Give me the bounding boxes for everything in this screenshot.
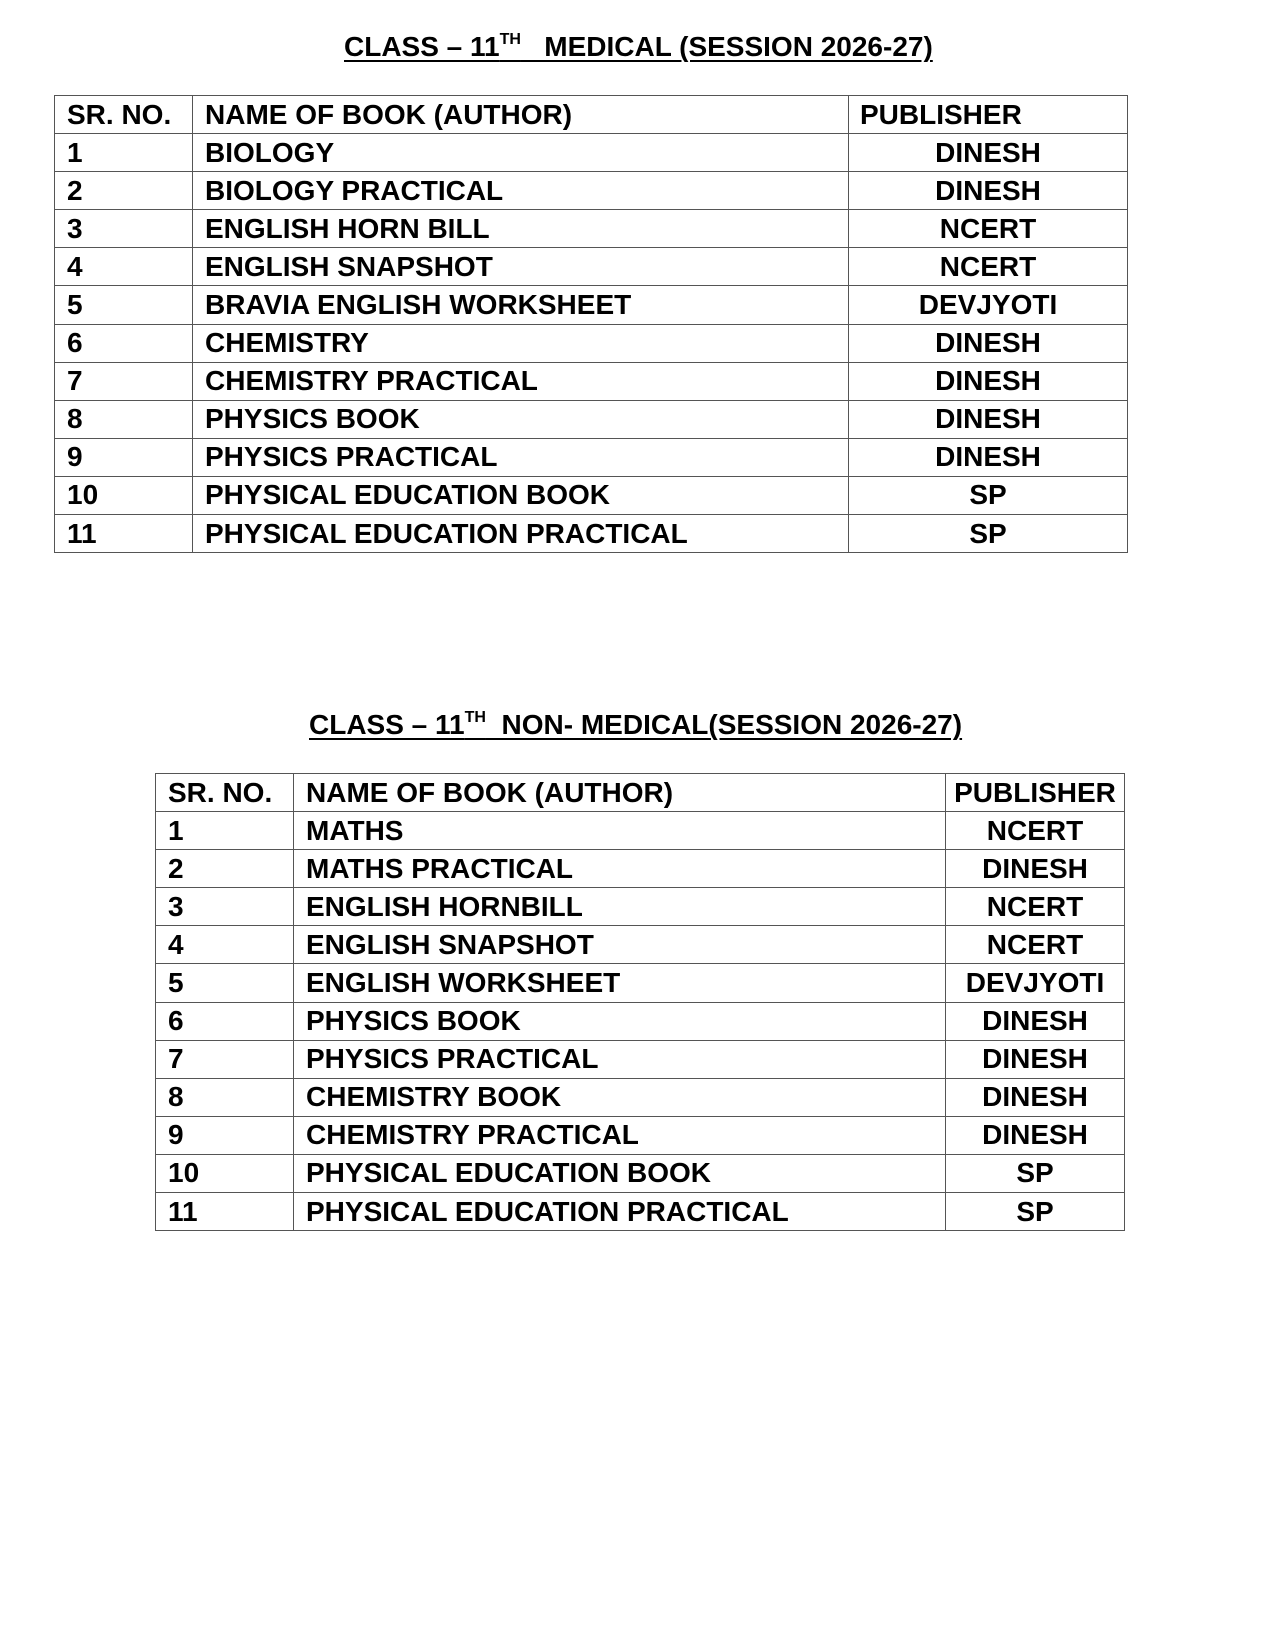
nonmedical-section-title bbox=[0, 709, 1275, 741]
medical-header-publisher: PUBLISHER bbox=[849, 96, 1128, 134]
medical-cell-sr-no: 8 bbox=[55, 400, 193, 438]
nonmedical-cell-book-name: MATHS bbox=[294, 812, 946, 850]
table-row bbox=[55, 134, 1128, 172]
medical-cell-sr-no: 3 bbox=[55, 210, 193, 248]
nonmedical-cell-sr-no: 6 bbox=[156, 1002, 294, 1040]
medical-title-superscript: TH bbox=[499, 31, 521, 48]
medical-cell-publisher: SP bbox=[849, 476, 1128, 514]
nonmedical-table-body bbox=[156, 774, 1125, 1231]
medical-cell-sr-no: 6 bbox=[55, 324, 193, 362]
table-row bbox=[55, 172, 1128, 210]
nonmedical-cell-sr-no: 10 bbox=[156, 1154, 294, 1192]
nonmedical-header-publisher: PUBLISHER bbox=[946, 774, 1125, 812]
nonmedical-cell-publisher: DEVJYOTI bbox=[946, 964, 1125, 1002]
medical-section-title bbox=[0, 31, 1275, 63]
nonmedical-header-row bbox=[156, 774, 1125, 812]
nonmedical-cell-publisher: NCERT bbox=[946, 812, 1125, 850]
table-row bbox=[156, 812, 1125, 850]
medical-cell-book-name: ENGLISH SNAPSHOT bbox=[193, 248, 849, 286]
table-row bbox=[55, 324, 1128, 362]
nonmedical-cell-sr-no: 11 bbox=[156, 1193, 294, 1231]
nonmedical-cell-sr-no: 3 bbox=[156, 888, 294, 926]
table-row bbox=[156, 1193, 1125, 1231]
medical-header-sr-no: SR. NO. bbox=[55, 96, 193, 134]
nonmedical-cell-sr-no: 4 bbox=[156, 926, 294, 964]
nonmedical-cell-book-name: ENGLISH SNAPSHOT bbox=[294, 926, 946, 964]
table-row bbox=[55, 476, 1128, 514]
medical-cell-book-name: PHYSICS PRACTICAL bbox=[193, 438, 849, 476]
table-row bbox=[156, 850, 1125, 888]
medical-cell-book-name: CHEMISTRY bbox=[193, 324, 849, 362]
medical-cell-sr-no: 9 bbox=[55, 438, 193, 476]
medical-cell-publisher: NCERT bbox=[849, 210, 1128, 248]
nonmedical-cell-publisher: DINESH bbox=[946, 1002, 1125, 1040]
medical-cell-book-name: BRAVIA ENGLISH WORKSHEET bbox=[193, 286, 849, 324]
nonmedical-title-superscript: TH bbox=[464, 709, 486, 726]
medical-cell-book-name: BIOLOGY bbox=[193, 134, 849, 172]
nonmedical-cell-sr-no: 2 bbox=[156, 850, 294, 888]
table-row bbox=[55, 248, 1128, 286]
medical-title-suffix: MEDICAL (SESSION 2026-27) bbox=[520, 31, 933, 62]
nonmedical-cell-sr-no: 7 bbox=[156, 1040, 294, 1078]
medical-book-table bbox=[54, 95, 1128, 553]
table-row bbox=[156, 964, 1125, 1002]
nonmedical-cell-book-name: PHYSICAL EDUCATION PRACTICAL bbox=[294, 1193, 946, 1231]
medical-cell-book-name: PHYSICAL EDUCATION BOOK bbox=[193, 476, 849, 514]
nonmedical-title-suffix: NON- MEDICAL(SESSION 2026-27) bbox=[485, 709, 963, 740]
nonmedical-cell-sr-no: 8 bbox=[156, 1078, 294, 1116]
medical-cell-sr-no: 7 bbox=[55, 362, 193, 400]
nonmedical-cell-sr-no: 9 bbox=[156, 1116, 294, 1154]
medical-cell-publisher: DINESH bbox=[849, 400, 1128, 438]
medical-cell-sr-no: 4 bbox=[55, 248, 193, 286]
nonmedical-header-sr-no: SR. NO. bbox=[156, 774, 294, 812]
nonmedical-cell-book-name: PHYSICAL EDUCATION BOOK bbox=[294, 1154, 946, 1192]
medical-cell-book-name: CHEMISTRY PRACTICAL bbox=[193, 362, 849, 400]
medical-cell-publisher: DINESH bbox=[849, 324, 1128, 362]
nonmedical-cell-book-name: ENGLISH HORNBILL bbox=[294, 888, 946, 926]
medical-cell-publisher: NCERT bbox=[849, 248, 1128, 286]
nonmedical-cell-publisher: DINESH bbox=[946, 1116, 1125, 1154]
nonmedical-cell-book-name: ENGLISH WORKSHEET bbox=[294, 964, 946, 1002]
nonmedical-cell-book-name: CHEMISTRY PRACTICAL bbox=[294, 1116, 946, 1154]
table-row bbox=[156, 926, 1125, 964]
medical-cell-sr-no: 2 bbox=[55, 172, 193, 210]
table-row bbox=[156, 888, 1125, 926]
nonmedical-cell-sr-no: 1 bbox=[156, 812, 294, 850]
table-row bbox=[55, 400, 1128, 438]
medical-cell-publisher: DINESH bbox=[849, 134, 1128, 172]
nonmedical-cell-book-name: PHYSICS BOOK bbox=[294, 1002, 946, 1040]
medical-cell-book-name: ENGLISH HORN BILL bbox=[193, 210, 849, 248]
medical-cell-sr-no: 10 bbox=[55, 476, 193, 514]
medical-cell-book-name: BIOLOGY PRACTICAL bbox=[193, 172, 849, 210]
nonmedical-header-book-name: NAME OF BOOK (AUTHOR) bbox=[294, 774, 946, 812]
nonmedical-cell-sr-no: 5 bbox=[156, 964, 294, 1002]
medical-cell-publisher: DINESH bbox=[849, 172, 1128, 210]
nonmedical-cell-publisher: DINESH bbox=[946, 1040, 1125, 1078]
medical-title-prefix: CLASS – 11 bbox=[344, 31, 500, 62]
nonmedical-cell-publisher: DINESH bbox=[946, 850, 1125, 888]
table-row bbox=[156, 1002, 1125, 1040]
medical-cell-sr-no: 1 bbox=[55, 134, 193, 172]
medical-cell-publisher: SP bbox=[849, 515, 1128, 553]
table-row bbox=[55, 515, 1128, 553]
medical-cell-book-name: PHYSICAL EDUCATION PRACTICAL bbox=[193, 515, 849, 553]
table-row bbox=[55, 438, 1128, 476]
medical-cell-publisher: DINESH bbox=[849, 362, 1128, 400]
nonmedical-cell-book-name: MATHS PRACTICAL bbox=[294, 850, 946, 888]
nonmedical-cell-publisher: NCERT bbox=[946, 888, 1125, 926]
medical-header-row bbox=[55, 96, 1128, 134]
table-row bbox=[55, 210, 1128, 248]
nonmedical-cell-publisher: NCERT bbox=[946, 926, 1125, 964]
medical-cell-sr-no: 5 bbox=[55, 286, 193, 324]
nonmedical-cell-publisher: SP bbox=[946, 1193, 1125, 1231]
table-row bbox=[156, 1154, 1125, 1192]
table-row bbox=[156, 1116, 1125, 1154]
medical-cell-publisher: DEVJYOTI bbox=[849, 286, 1128, 324]
table-row bbox=[156, 1078, 1125, 1116]
medical-cell-sr-no: 11 bbox=[55, 515, 193, 553]
nonmedical-cell-book-name: CHEMISTRY BOOK bbox=[294, 1078, 946, 1116]
medical-cell-book-name: PHYSICS BOOK bbox=[193, 400, 849, 438]
nonmedical-cell-book-name: PHYSICS PRACTICAL bbox=[294, 1040, 946, 1078]
nonmedical-cell-publisher: SP bbox=[946, 1154, 1125, 1192]
nonmedical-book-table bbox=[155, 773, 1125, 1231]
medical-header-book-name: NAME OF BOOK (AUTHOR) bbox=[193, 96, 849, 134]
table-row bbox=[55, 286, 1128, 324]
table-row bbox=[55, 362, 1128, 400]
medical-cell-publisher: DINESH bbox=[849, 438, 1128, 476]
medical-table-body bbox=[55, 96, 1128, 553]
nonmedical-cell-publisher: DINESH bbox=[946, 1078, 1125, 1116]
table-row bbox=[156, 1040, 1125, 1078]
nonmedical-title-prefix: CLASS – 11 bbox=[309, 709, 465, 740]
